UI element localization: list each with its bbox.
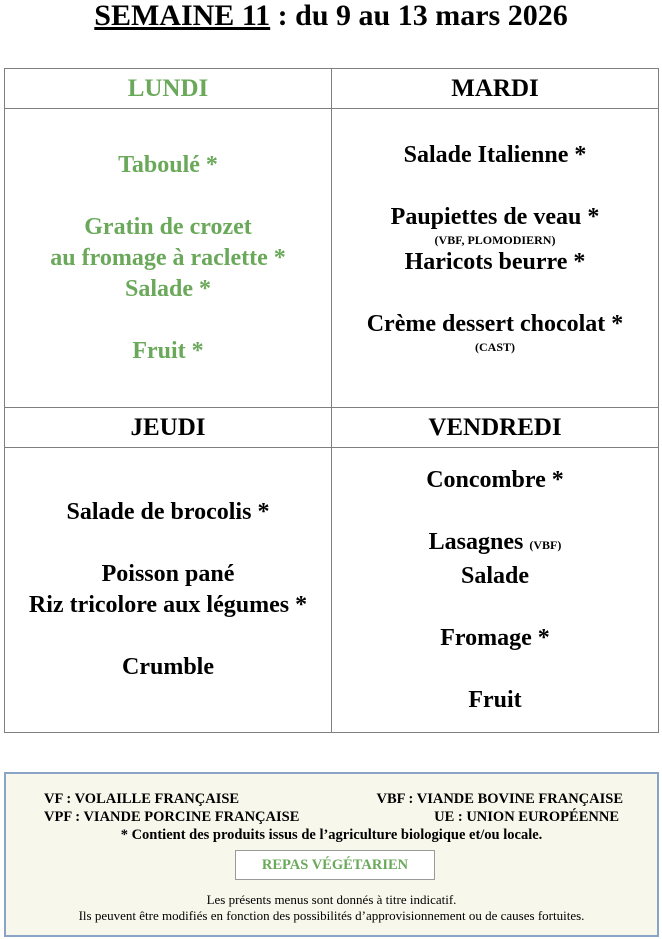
week-label: SEMAINE 11 [94, 0, 271, 32]
tuesday-side: Haricots beurre * [404, 249, 586, 275]
tuesday-dessert: Crème dessert chocolat * [366, 311, 624, 337]
day-header-monday: LUNDI [5, 69, 332, 109]
legend-bio: * Contient des produits issus de l’agriculture biologique et/ou locale. [120, 827, 543, 843]
thursday-starter: Salade de brocolis * [66, 499, 270, 525]
legend-box [4, 772, 659, 937]
disclaimer [6, 892, 657, 924]
day-header-friday: VENDREDI [332, 408, 659, 448]
menu-cell-friday [332, 448, 659, 733]
disclaimer-line1: Les présents menus sont donnés à titre indicatif. [206, 892, 457, 907]
menu-cell-tuesday [332, 109, 659, 408]
monday-dessert: Fruit * [132, 337, 204, 364]
legend-ue: UE : UNION EUROPÉENNE [434, 809, 619, 825]
friday-starter: Concombre * [426, 466, 564, 493]
weekly-menu-table [4, 68, 659, 733]
tuesday-starter: Salade Italienne * [403, 142, 587, 168]
thursday-dessert: Crumble [122, 654, 214, 680]
legend-vbf: VBF : VIANDE BOVINE FRANÇAISE [376, 791, 623, 807]
thursday-side: Riz tricolore aux légumes * [28, 592, 308, 618]
date-range: : du 9 au 13 mars 2026 [270, 0, 568, 32]
tuesday-main: Paupiettes de veau * [390, 204, 600, 230]
tuesday-main-origin: (VBF, PLOMODIERN) [434, 233, 556, 247]
friday-main: Lasagnes [428, 528, 524, 555]
legend [6, 790, 657, 844]
vegetarian-label: REPAS VÉGÉTARIEN [235, 850, 435, 880]
friday-dessert: Fruit [468, 686, 522, 713]
menu-cell-thursday [5, 448, 332, 733]
monday-starter: Taboulé * [118, 151, 218, 178]
disclaimer-line2: Ils peuvent être modifiés en fonction des possibilités d’approvisionnement ou de causes fortuites. [78, 908, 585, 923]
monday-main-line1: Gratin de crozet [84, 213, 252, 240]
menu-cell-monday [5, 109, 332, 408]
friday-side: Salade [460, 562, 529, 589]
day-header-tuesday: MARDI [332, 69, 659, 109]
page-title [0, 0, 662, 32]
tuesday-dessert-origin: (CAST) [474, 340, 515, 354]
friday-main-origin: (VBF) [529, 537, 562, 552]
monday-side: Salade * [124, 275, 211, 302]
monday-main-line2: au fromage à raclette * [50, 244, 286, 271]
friday-cheese: Fromage * [440, 624, 550, 651]
legend-vf: VF : VOLAILLE FRANÇAISE [44, 791, 240, 807]
day-header-thursday: JEUDI [5, 408, 332, 448]
legend-vpf: VPF : VIANDE PORCINE FRANÇAISE [44, 809, 300, 825]
thursday-main: Poisson pané [101, 561, 235, 587]
